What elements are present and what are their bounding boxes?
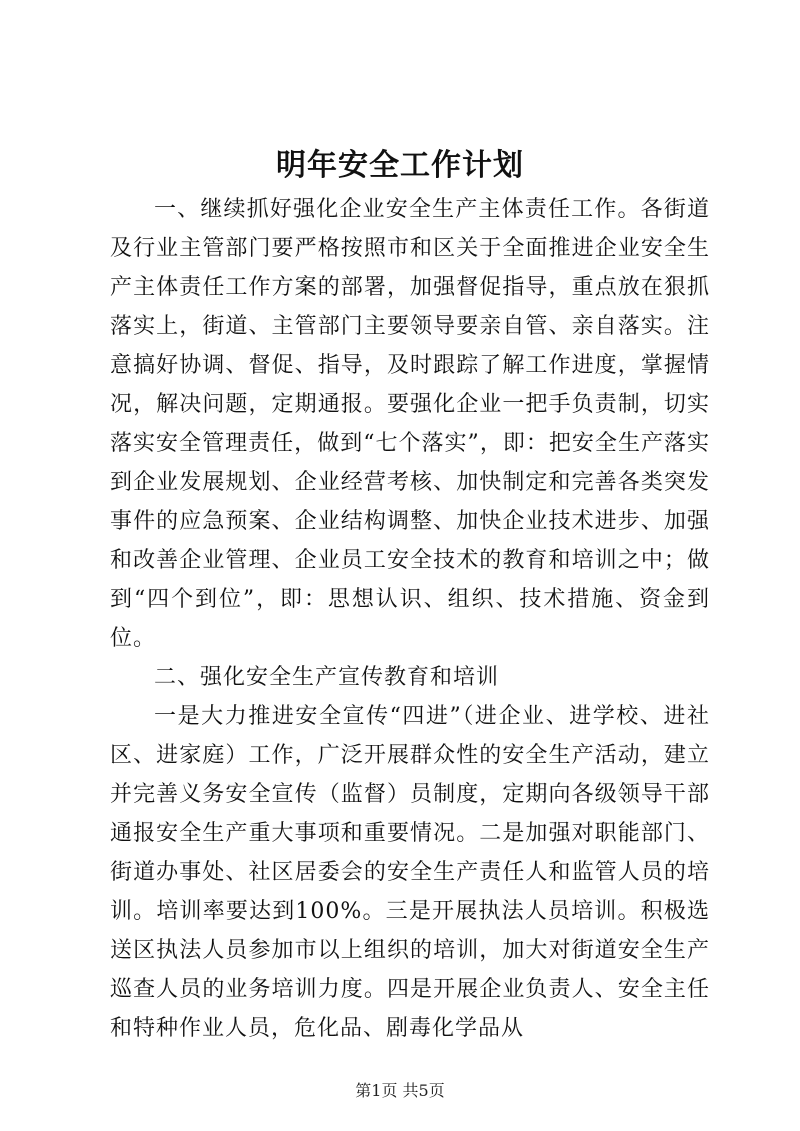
document-body <box>110 190 710 1048</box>
paragraph-1: 一、继续抓好强化企业安全生产主体责任工作。各街道及行业主管部门要严格按照市和区关于全面推进企业安全生产主体责任工作方案的部署，加强督促指导，重点放在狠抓落实上，街道、主管部门主要领导要亲自管、亲自落实。注意搞好协调、督促、指导，及时跟踪了解工作进度，掌握情况，解决问题，定期通报。要强化企业一把手负责制，切实落实安全管理责任，做到“七个落实”，即：把安全生产落实到企业发展规划、企业经营考核、加快制定和完善各类突发事件的应急预案、企业结构调整、加快企业技术进步、加强和改善企业管理、企业员工安全技术的教育和培训之中；做到“四个到位”，即：思想认识、组织、技术措施、资金到位。 <box>110 197 710 651</box>
page-number-footer: 第1页 共5页 <box>355 1081 445 1100</box>
document-title: 明年安全工作计划 <box>276 148 524 183</box>
paragraph-3: 一是大力推进安全宣传“四进”（进企业、进学校、进社区、进家庭）工作，广泛开展群众性的安全生产活动，建立并完善义务安全宣传（监督）员制度，定期向各级领导干部通报安全生产重大事项和重要情况。二是加强对职能部门、街道办事处、社区居委会的安全生产责任人和监管人员的培训。培训率要达到100%。三是开展执法人员培训。积极选送区执法人员参加市以上组织的培训，加大对街道安全生产巡查人员的业务培训力度。四是开展企业负责人、安全主任和特种作业人员，危化品、剧毒化学品从 <box>110 704 710 1041</box>
paragraph-2-heading: 二、强化安全生产宣传教育和培训 <box>154 665 500 690</box>
